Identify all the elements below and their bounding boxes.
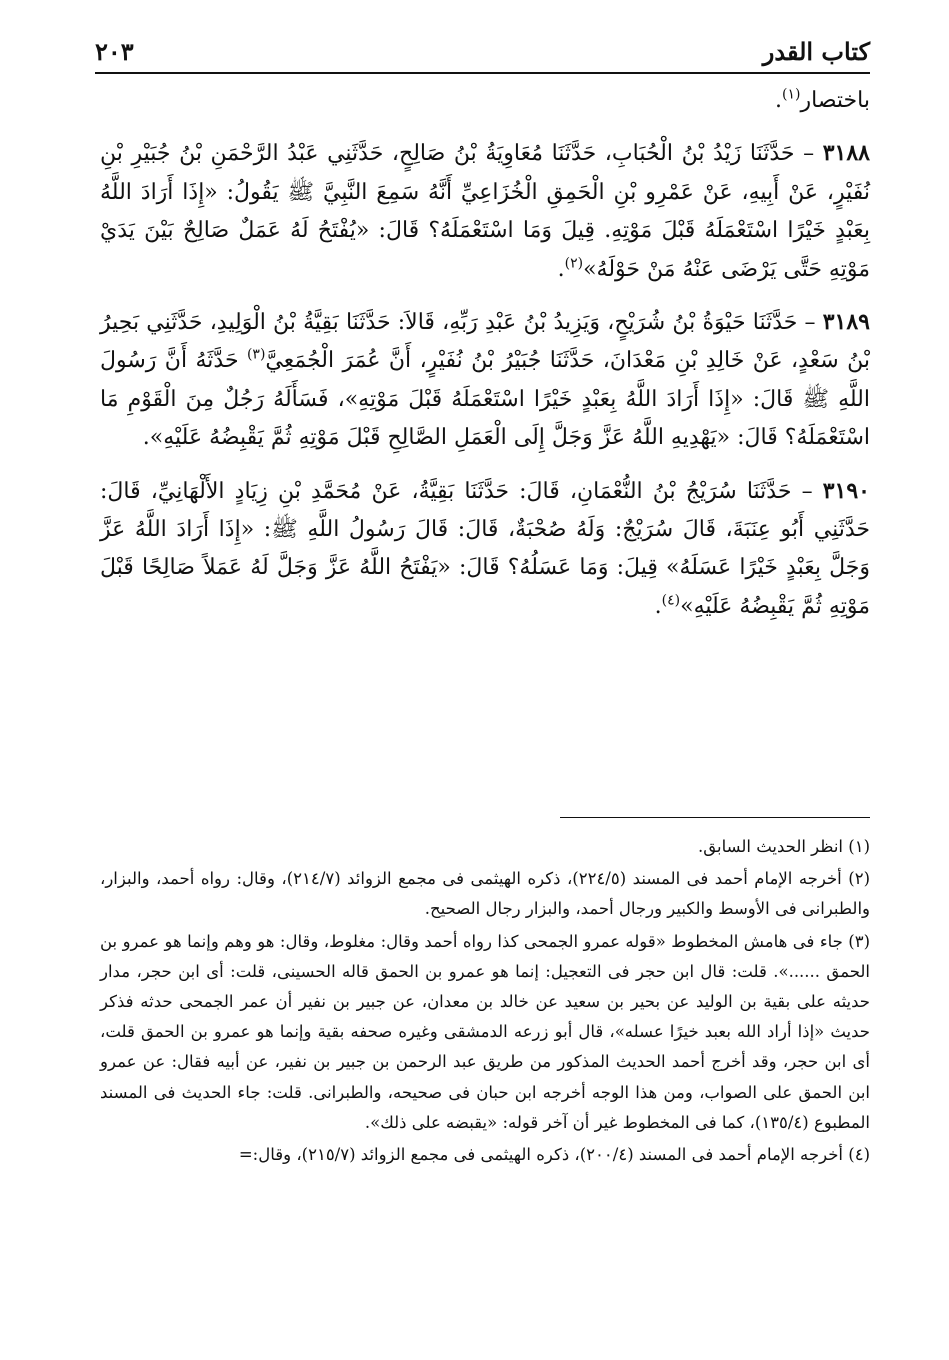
footnote-marker: (٢): [848, 869, 870, 889]
hadith-text: – حَدَّثَنَا سُرَيْجُ بْنُ النُّعْمَانِ، قَالَ: حَدَّثَنَا بَقِيَّةُ، عَنْ مُحَمَّدِ بْنِ زِيَادٍ الأَلْهَانِيِّ، قَالَ: حَدَّثَنِي أَبُو عِنَبَةَ، قَالَ سُرَيْجٌ: وَلَهُ صُحْبَةٌ، قَالَ: قَالَ رَسُولُ اللَّهِ ﷺ: «إِذَا أَرَادَ اللَّهُ عَزَّ وَجَلَّ بِعَبْدٍ خَيْرًا عَسَلَهُ» قِيلَ: وَمَا عَسَلُهُ؟ قَالَ: «يَفْتَحُ اللَّهُ عَزَّ وَجَلَّ لَهُ عَمَلاً صَالِحًا قَبْلَ مَوْتِهِ ثُمَّ يَقْبِضُهُ عَلَيْهِ»: [100, 478, 870, 619]
footnote-text: جاء فى هامش المخطوط «قوله عمرو الجمحى كذا رواه أحمد وقال: مغلوط، وقال: هو وهم وإنما هو عمرو بن الحمق ......». قلت: قال ابن حجر فى التعجيل: إنما هو عمرو بن الحمق قاله الحسينى، قلت: أى ابن حجر، مدار حديثه على بقية بن الوليد عن بحير بن سعيد عن خالد بن معدان، عن جبير بن نفير أن عمر الجمحى حدثه فذكر حديث «إذا أراد الله بعبد خيرًا عسله»، قال أبو زرعه الدمشقى وغيره صحفه بقية وإنما هو عمرو بن الحمق قلت، أى ابن حجر، وقد أخرج أحمد الحديث المذكور من طريق عبد الرحمن بن جبير بن نفير، عن أبيه فقال: عن عمرو ابن الحمق على الصواب، ومن هذا الوجه أخرجه ابن حبان فى صحيحه، والطبرانى. قلت: جاء الحديث فى المسند المطبوع (١٣٥/٤)، كما فى المخطوط غير أن آخر قوله: «يقبضه على ذلك».: [100, 931, 870, 1132]
main-text: [100, 82, 870, 640]
footnote-marker: (٣): [848, 931, 870, 951]
page-number: ٢٠٣: [95, 36, 134, 66]
footnotes: [100, 832, 870, 1172]
footnote-rule: [560, 817, 870, 818]
hadith-end: .: [654, 593, 662, 619]
hadith-3189: [100, 303, 870, 458]
hadith-number: ٣١٩٠: [822, 477, 870, 504]
page-header: [95, 30, 870, 72]
footnote-ref: (٤): [661, 592, 681, 609]
hadith-number: ٣١٨٨: [822, 140, 870, 167]
hadith-end: .: [557, 256, 565, 282]
footnote-3: [100, 927, 870, 1138]
footnote-2: [100, 864, 870, 924]
hadith-text: – حَدَّثَنَا حَيْوَةُ بْنُ شُرَيْحٍ، وَيَزِيدُ بْنُ عَبْدِ رَبِّهِ، قَالاَ: حَدَّثَنَا بَقِيَّةُ بْنُ الْوَلِيدِ، حَدَّثَنِي بَحِيرُ بْنُ سَعْدٍ، عَنْ خَالِدِ بْنِ مَعْدَانَ، حَدَّثَنَا جُبَيْرُ بْنُ نُفَيْرٍ، أَنَّ عُمَرَ الْجُمَعِيَّ: [100, 310, 870, 374]
intro-line: باختصار$^{(١)}$.: [775, 86, 870, 113]
footnote-ref: (٣): [246, 347, 266, 364]
hadith-text-continued: حَدَّثَهُ أَنَّ رَسُولَ اللَّهِ ﷺ قَالَ: «إِذَا أَرَادَ اللَّهُ بِعَبْدٍ خَيْرًا اسْتَعْمَلَهُ قَبْلَ مَوْتِهِ»، فَسَأَلَهُ رَجُلٌ مِنَ الْقَوْمِ مَا اسْتَعْمَلَهُ؟ قَالَ: «يَهْدِيهِ اللَّهُ عَزَّ وَجَلَّ إِلَى الْعَمَلِ الصَّالِحِ قَبْلَ مَوْتِهِ ثُمَّ يَقْبِضُهُ عَلَيْهِ».: [100, 348, 870, 451]
footnote-ref: (١): [782, 86, 801, 103]
footnote-4: [100, 1140, 870, 1170]
footnote-text: أخرجه الإمام أحمد فى المسند (٢٢٤/٥)، ذكره الهيثمى فى مجمع الزوائد (٢١٤/٧)، وقال: رواه أحمد، والبزار، والطبرانى فى الأوسط والكبير ورجال أحمد، والبزار رجال الصحيح.: [100, 869, 870, 919]
footnote-marker: (١): [848, 837, 870, 856]
footnote-1: [100, 832, 870, 862]
hadith-text: – حَدَّثَنَا زَيْدُ بْنُ الْحُبَابِ، حَدَّثَنَا مُعَاوِيَةُ بْنُ صَالِحٍ، حَدَّثَنِي عَبْدُ الرَّحْمَنِ بْنُ جُبَيْرِ بْنِ نُفَيْرٍ، عَنْ أَبِيهِ، عَنْ عَمْرِو بْنِ الْحَمِقِ الْخُزَاعِيِّ أَنَّهُ سَمِعَ النَّبِيَّ ﷺ يَقُولُ: «إِذَا أَرَادَ اللَّهُ بِعَبْدٍ خَيْرًا اسْتَعْمَلَهُ قَبْلَ مَوْتِهِ. قِيلَ وَمَا اسْتَعْمَلَهُ؟ قَالَ: «يُفْتَحُ لَهُ عَمَلٌ صَالِحٌ بَيْنَ يَدَيْ مَوْتِهِ حَتَّى يَرْضَى عَنْهُ مَنْ حَوْلَهُ»: [100, 141, 870, 282]
footnote-ref: (٢): [564, 255, 584, 272]
hadith-3188: [100, 134, 870, 289]
footnote-marker: (٤): [848, 1145, 870, 1165]
hadith-number: ٣١٨٩: [822, 309, 870, 336]
footnote-text: انظر الحديث السابق.: [698, 837, 849, 856]
chapter-title: كتاب القدر: [762, 36, 870, 66]
hadith-3190: [100, 472, 870, 627]
footnote-text: أخرجه الإمام أحمد فى المسند (٢٠٠/٤)، ذكره الهيثمى فى مجمع الزوائد (٢١٥/٧)، وقال:=: [238, 1145, 849, 1165]
header-rule: [95, 72, 870, 74]
intro-text: باختصار: [800, 88, 870, 113]
